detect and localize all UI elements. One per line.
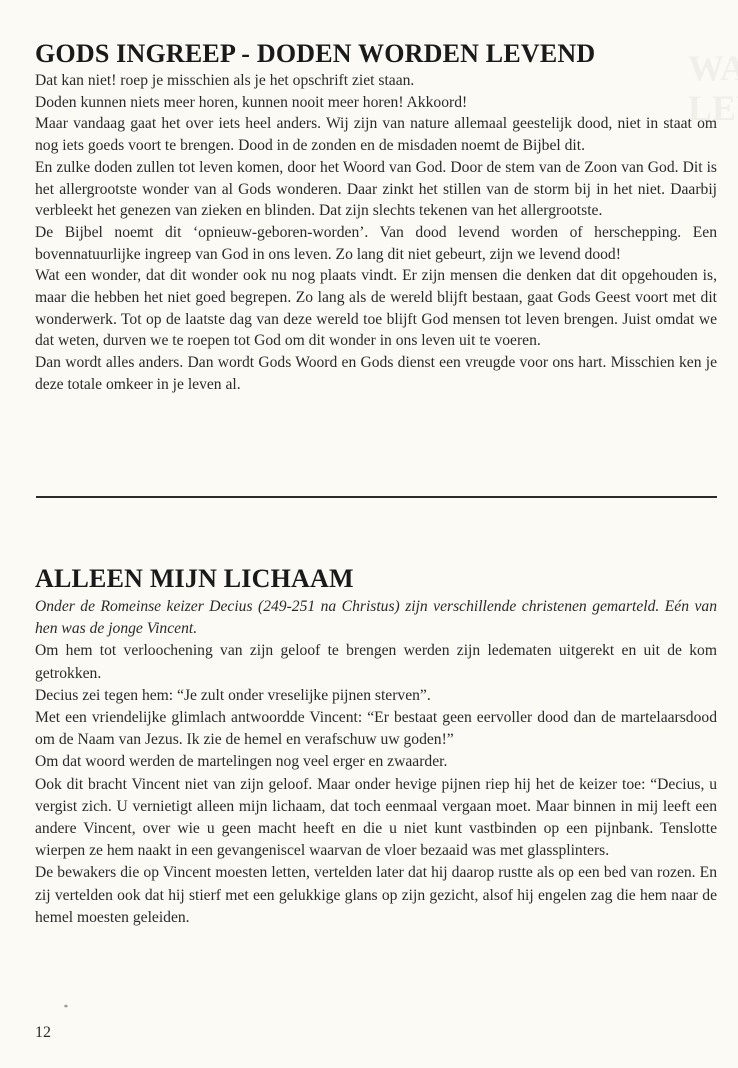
paragraph: Wat een wonder, dat dit wonder ook nu nog plaats vindt. Er zijn mensen die denken dat dit opgehouden is, maar die hebben het niet goed begrepen. Zo lang als de wereld blijft bestaan, gaat Gods Geest voort met dit wonderwerk. Tot op de laatste dag van deze wereld toe blijft God mensen tot leven brengen. Juist omdat we dat weten, durven we te roepen tot God om dit wonder in ons leven uit te voeren. — [35, 267, 717, 350]
section-divider — [36, 496, 717, 498]
paragraph: Doden kunnen niets meer horen, kunnen nooit meer horen! Akkoord! — [35, 93, 468, 111]
paragraph: Om hem tot verloochening van zijn geloof te brengen werden zijn ledematen uitgerekt en uit de kom getrokken. — [35, 642, 717, 682]
paragraph: Dan wordt alles anders. Dan wordt Gods Woord en Gods dienst een vreugde voor ons hart. Misschien ken je deze totale omkeer in je leven al. — [35, 354, 717, 393]
paragraph: Ook dit bracht Vincent niet van zijn geloof. Maar onder hevige pijnen riep hij het de keizer toe: “Decius, u vergist zich. U vernietigt alleen mijn lichaam, dat toch eenmaal vergaan moet. Maar binnen in mij leeft een andere Vincent, over wie u geen macht heeft en die u niet kunt vastbinden op een pijnbank. Tenslotte wierpen ze hem naakt in een gevangeniscel waarvan de vloer bezaaid was met glassplinters. — [35, 775, 717, 860]
paragraph: De Bijbel noemt dit ‘opnieuw-geboren-worden’. Van dood levend worden of herschepping. Een bovennatuurlijke ingreep van God in ons leven. Zo lang dit niet gebeurt, zijn we levend dood! — [35, 223, 717, 263]
paragraph: Dat kan niet! roep je misschien als je het opschrift ziet staan. — [35, 72, 415, 89]
paragraph: Met een vriendelijke glimlach antwoordde Vincent: “Er bestaat geen eervoller dood dan de martelaarsdood om de Naam van Jezus. Ik zie de hemel en verafschuw uw goden!” — [35, 709, 717, 749]
paragraph: Maar vandaag gaat het over iets heel anders. Wij zijn van nature allemaal geestelijk dood, niet in staat om nog iets goeds voort te brengen. Dood in de zonden en de misdaden noemt de Bijbel dit. — [35, 115, 717, 155]
article-alleen-mijn-lichaam — [35, 562, 717, 929]
article-intro: Onder de Romeinse keizer Decius (249-251 na Christus) zijn verschillende christenen gemarteld. Eén van hen was de jonge Vincent. — [35, 598, 717, 638]
footer-mark: * — [64, 1003, 68, 1012]
paragraph: Om dat woord werden de martelingen nog veel erger en zwaarder. — [35, 753, 448, 771]
article-gods-ingreep — [35, 38, 717, 396]
paragraph: En zulke doden zullen tot leven komen, door het Woord van God. Door de stem van de Zoon van God. Dit is het allergrootste wonder van al Gods wonderen. Daar zinkt het stillen van de storm bij in het niet. Daarbij verbleekt het genezen van zieken en blinden. Dat zijn slechts tekenen van het allergrootste. — [35, 158, 717, 220]
article-title: GODS INGREEP - DODEN WORDEN LEVEND — [35, 39, 596, 68]
paragraph: Decius zei tegen hem: “Je zult onder vreselijke pijnen sterven”. — [35, 686, 431, 704]
article-title: ALLEEN MIJN LICHAAM — [35, 564, 354, 593]
paragraph: De bewakers die op Vincent moesten letten, vertelden later dat hij daarop rustte als op een bed van rozen. En zij vertelden ook dat hij stierf met een gelukkige glans op zijn gezicht, alsof hij engelen zag die hem naar de hemel moesten geleiden. — [35, 864, 717, 926]
page-number: 12 — [35, 1024, 51, 1041]
